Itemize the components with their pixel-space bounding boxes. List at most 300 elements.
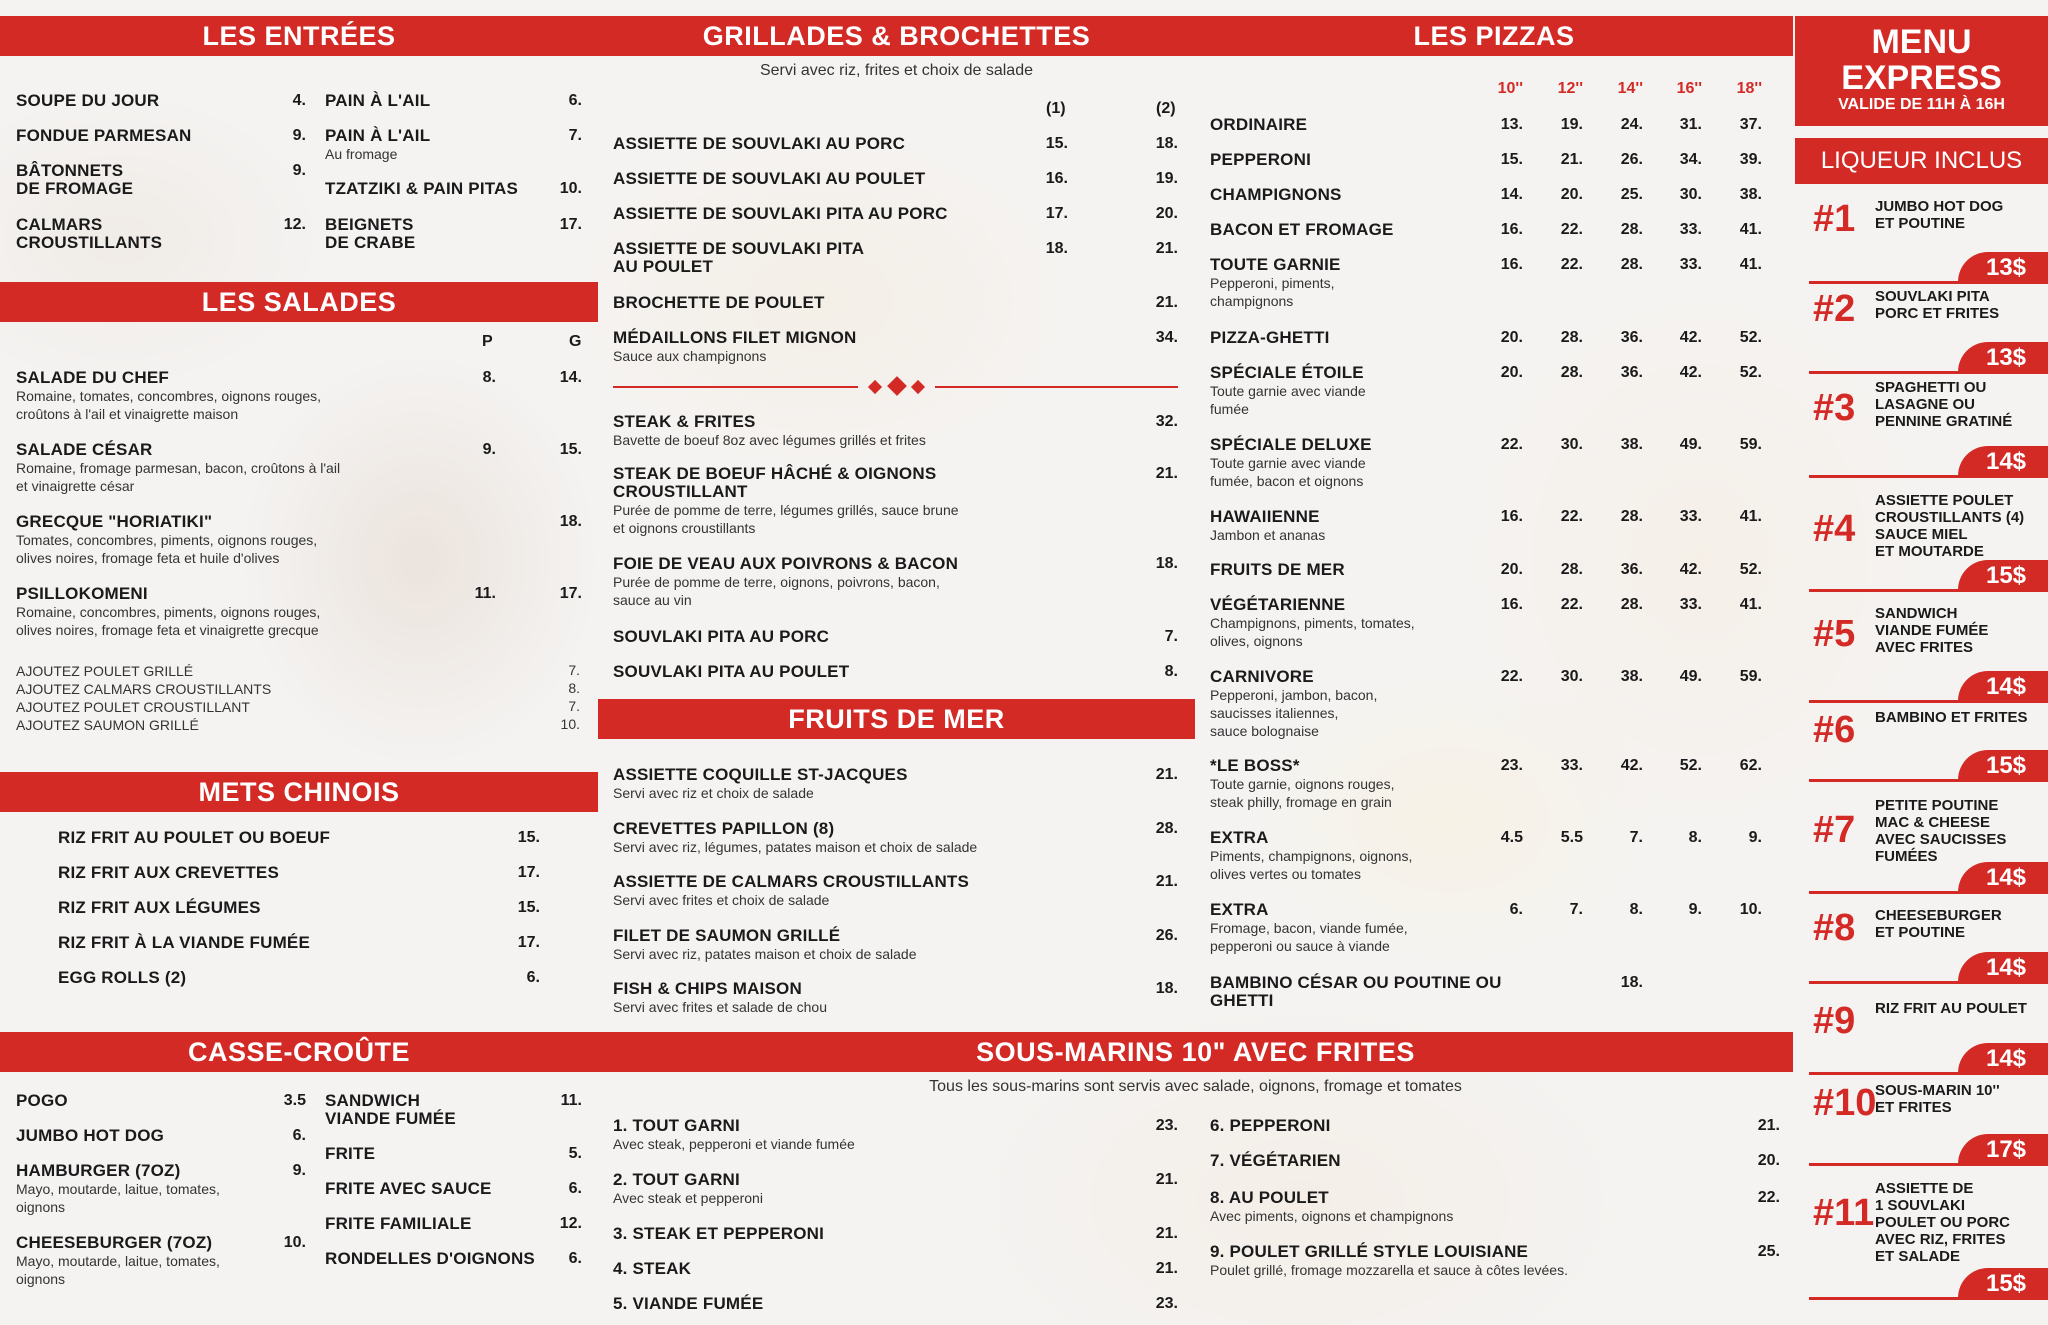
item-name: 2. TOUT GARNI [613, 1170, 740, 1189]
combo-number: #5 [1813, 613, 1856, 655]
item-description: Jambon et ananas [1210, 527, 1326, 543]
entree-price: 17. [559, 216, 582, 233]
pizza-price: 28. [1620, 508, 1643, 525]
chinois-price: 15. [517, 829, 540, 846]
item-name: CARNIVORE [1210, 667, 1314, 686]
col-header-2: (2) [1156, 100, 1176, 117]
sousmarin-price: 25. [1757, 1243, 1780, 1260]
sousmarin-item [1210, 1189, 1690, 1225]
pizza-size-header: 18'' [1736, 80, 1762, 97]
pizza-price: 13. [1500, 116, 1523, 133]
pizza-size-header: 10'' [1497, 80, 1523, 97]
grillades-banner: GRILLADES & BROCHETTES [598, 16, 1195, 56]
chinois-banner: METS CHINOIS [0, 772, 598, 812]
pizza-price: 23. [1500, 757, 1523, 774]
combo-description: PETITE POUTINE MAC & CHEESE AVEC SAUCISSES FUMÉES [1875, 797, 2007, 865]
combo-rule [1809, 475, 2048, 478]
express-combo [1795, 705, 2048, 790]
item-name: BAMBINO CÉSAR OU POUTINE OU GHETTI [1210, 973, 1502, 1010]
combo-number: #11 [1813, 1192, 1875, 1234]
pizza-price: 39. [1739, 151, 1762, 168]
entree-price: 6. [568, 92, 582, 109]
item-name: SALADE CÉSAR [16, 440, 153, 459]
pizza-price: 20. [1560, 186, 1583, 203]
section-divider [613, 386, 858, 388]
entree-price: 9. [292, 162, 306, 179]
fruits-price: 21. [1155, 873, 1178, 890]
express-combo [1795, 1078, 2048, 1174]
pizza-price: 42. [1679, 329, 1702, 346]
pizza-price: 38. [1739, 186, 1762, 203]
combo-rule [1809, 1163, 2048, 1166]
item-description: Avec steak et pepperoni [613, 1190, 763, 1206]
combo-rule [1809, 981, 2048, 984]
combo-description: SANDWICH VIANDE FUMÉE AVEC FRITES [1875, 605, 1989, 656]
item-description: Servi avec riz, légumes, patates maison et choix de salade [613, 838, 978, 855]
item-name: CHEESEBURGER (7OZ) [16, 1233, 213, 1252]
express-combo [1795, 601, 2048, 711]
item-name: FOIE DE VEAU AUX POIVRONS & BACON [613, 554, 959, 573]
combo-price-tag: 13$ [1958, 252, 2048, 284]
pizza-price: 15. [1500, 151, 1523, 168]
item-name: BÂTONNETS DE FROMAGE [16, 161, 134, 198]
section-divider [935, 386, 1178, 388]
pizza-price: 28. [1620, 256, 1643, 273]
item-name: 3. STEAK ET PEPPERONI [613, 1224, 825, 1243]
pizza-price: 20. [1500, 329, 1523, 346]
salade-extra-price: 8. [568, 680, 580, 696]
item-name: FRUITS DE MER [1210, 560, 1345, 579]
entree-item [16, 162, 276, 198]
item-name: JUMBO HOT DOG [16, 1126, 165, 1145]
combo-price-tag: 14$ [1958, 952, 2048, 984]
cassecroute-item [325, 1092, 565, 1128]
sousmarins-banner: SOUS-MARINS 10" AVEC FRITES [598, 1032, 1793, 1072]
pizza-price: 22. [1560, 221, 1583, 238]
grillade-price-2: 34. [1155, 329, 1178, 346]
pizza-price: 41. [1739, 256, 1762, 273]
entree-item [325, 92, 565, 110]
express-combo [1795, 488, 2048, 600]
item-description: Avec steak, pepperoni et viande fumée [613, 1136, 855, 1152]
item-name: SOUVLAKI PITA AU PORC [613, 627, 830, 646]
item-description: Champignons, piments, tomates, olives, oignons [1210, 615, 1415, 649]
entree-price: 7. [568, 127, 582, 144]
pizza-bambino [1210, 974, 1550, 1010]
salade-item [16, 513, 396, 567]
combo-number: #7 [1813, 809, 1856, 851]
item-name: STEAK DE BOEUF HÂCHÉ & OIGNONS CROUSTILLANT [613, 464, 937, 501]
fruits-price: 26. [1155, 926, 1178, 944]
item-name: RONDELLES D'OIGNONS [325, 1249, 535, 1268]
pizza-price: 10. [1739, 901, 1762, 918]
grillade-price: 21. [1155, 465, 1178, 482]
entree-item [325, 127, 565, 163]
sousmarin-item [1210, 1152, 1690, 1170]
cassecroute-item [325, 1250, 565, 1268]
pizza-price: 42. [1620, 757, 1643, 774]
salade-item [16, 585, 396, 639]
pizza-item [1210, 757, 1470, 811]
pizza-item [1210, 329, 1470, 347]
combo-number: #4 [1813, 508, 1856, 550]
sousmarin-item [1210, 1117, 1690, 1135]
combo-price-tag: 15$ [1958, 750, 2048, 782]
express-validity: VALIDE DE 11H À 16H [1838, 96, 2005, 113]
item-name: 4. STEAK [613, 1259, 692, 1278]
sousmarin-price: 23. [1155, 1117, 1178, 1134]
pizza-price: 20. [1500, 561, 1523, 578]
pizza-price: 21. [1560, 151, 1583, 168]
grillade-item [613, 170, 1033, 188]
pizza-price: 37. [1739, 116, 1762, 133]
item-name: FISH & CHIPS MAISON [613, 979, 802, 998]
salade-item [16, 369, 396, 423]
item-name: 1. TOUT GARNI [613, 1116, 740, 1135]
fruits-item [613, 980, 1073, 1016]
pizza-price: 16. [1500, 256, 1523, 273]
salades-banner: LES SALADES [0, 282, 598, 322]
chinois-item [58, 934, 458, 952]
pizza-price: 30. [1679, 186, 1702, 203]
item-description: Servi avec frites et choix de salade [613, 892, 830, 908]
pizza-price: 16. [1500, 508, 1523, 525]
item-name: HAWAIIENNE [1210, 507, 1320, 526]
sousmarin-item [613, 1225, 1053, 1243]
col-header-grande: G [569, 333, 582, 350]
pizza-price: 49. [1679, 668, 1702, 685]
pizza-item [1210, 221, 1470, 239]
pizza-price: 52. [1739, 364, 1762, 381]
pizza-price: 26. [1620, 151, 1643, 168]
cassecroute-price: 5. [568, 1145, 582, 1162]
fruits-item [613, 927, 1073, 963]
grillade-item [613, 555, 1053, 609]
combo-number: #1 [1813, 198, 1856, 240]
pizza-item [1210, 151, 1470, 169]
item-description: Mayo, moutarde, laitue, tomates, oignons [16, 1253, 220, 1287]
pizza-price: 38. [1620, 668, 1643, 685]
item-name: TZATZIKI & PAIN PITAS [325, 179, 519, 198]
combo-description: BAMBINO ET FRITES [1875, 709, 2028, 726]
combo-rule [1809, 1072, 2048, 1075]
cassecroute-banner: CASSE-CROÛTE [0, 1032, 598, 1072]
item-description: Toute garnie avec viande fumée [1210, 383, 1366, 417]
salade-extra-price: 7. [568, 698, 580, 714]
grillade-price-2: 21. [1155, 240, 1178, 257]
pizza-price: 4.5 [1500, 829, 1523, 846]
chinois-item [58, 829, 458, 847]
item-name: RIZ FRIT AUX CREVETTES [58, 863, 280, 882]
fruits-price: 28. [1155, 819, 1178, 837]
pizza-price: 28. [1560, 364, 1583, 381]
item-description: Avec piments, oignons et champignons [1210, 1208, 1454, 1224]
combo-description: SOUS-MARIN 10'' ET FRITES [1875, 1082, 2000, 1116]
combo-number: #8 [1813, 907, 1856, 949]
fruits-item [613, 820, 1073, 856]
item-name: ASSIETTE DE SOUVLAKI AU PORC [613, 134, 906, 153]
entree-item [16, 92, 276, 110]
grillade-item [613, 135, 1033, 153]
pizza-price: 16. [1500, 221, 1523, 238]
pizza-item [1210, 508, 1470, 544]
sousmarin-item [613, 1117, 1053, 1153]
pizza-price: 33. [1560, 757, 1583, 774]
item-description: Mayo, moutarde, laitue, tomates, oignons [16, 1181, 220, 1215]
pizza-price: 36. [1620, 329, 1643, 346]
pizza-item [1210, 186, 1470, 204]
pizza-price: 59. [1739, 436, 1762, 453]
pizza-price: 62. [1739, 757, 1762, 774]
item-name: CREVETTES PAPILLON (8) [613, 818, 835, 838]
combo-number: #9 [1813, 1000, 1856, 1042]
entree-item [16, 127, 276, 145]
chinois-price: 17. [517, 864, 540, 881]
item-name: CALMARS CROUSTILLANTS [16, 215, 163, 252]
cassecroute-price: 10. [283, 1234, 306, 1251]
pizza-item [1210, 596, 1470, 650]
grillades-subtitle: Servi avec riz, frites et choix de salade [759, 62, 1033, 79]
pizza-price: 25. [1620, 186, 1643, 203]
grillade-item [613, 294, 1033, 312]
grillade-price-1: 16. [1045, 170, 1068, 187]
salade-price-grande: 15. [559, 441, 582, 458]
item-name: BEIGNETS DE CRABE [325, 215, 416, 252]
item-name: BROCHETTE DE POULET [613, 293, 825, 312]
entree-price: 10. [559, 180, 582, 197]
col-header-1: (1) [1046, 100, 1066, 117]
item-name: HAMBURGER (7OZ) [16, 1161, 181, 1180]
express-combo [1795, 793, 2048, 902]
combo-rule [1809, 589, 2048, 592]
item-name: RIZ FRIT AUX LÉGUMES [58, 898, 261, 917]
item-name: 8. AU POULET [1210, 1188, 1329, 1207]
menu-express-panel [1795, 16, 2048, 1325]
combo-number: #6 [1813, 709, 1856, 751]
item-description: Pepperoni, jambon, bacon, saucisses italiennes, sauce bolognaise [1210, 687, 1378, 739]
item-name: EGG ROLLS (2) [58, 968, 187, 987]
pizza-bambino-price: 18. [1620, 974, 1643, 991]
entrees-banner: LES ENTRÉES [0, 16, 598, 56]
express-combo [1795, 903, 2048, 992]
item-name: PIZZA-GHETTI [1210, 328, 1330, 347]
pizza-price: 30. [1560, 668, 1583, 685]
salade-price-grande: 14. [559, 369, 582, 386]
pizzas-banner: LES PIZZAS [1195, 16, 1793, 56]
express-combo [1795, 284, 2048, 382]
sousmarins-subtitle: Tous les sous-marins sont servis avec salade, oignons, fromage et tomates [929, 1078, 1462, 1095]
item-description: Piments, champignons, oignons, olives vertes ou tomates [1210, 848, 1413, 882]
pizza-price: 59. [1739, 668, 1762, 685]
item-name: ASSIETTE DE SOUVLAKI AU POULET [613, 169, 926, 188]
chinois-item [58, 864, 458, 882]
express-combo [1795, 375, 2048, 486]
pizza-item [1210, 116, 1470, 134]
cassecroute-price: 12. [559, 1215, 582, 1232]
pizza-price: 16. [1500, 596, 1523, 613]
pizza-size-header: 12'' [1557, 80, 1583, 97]
combo-description: ASSIETTE DE 1 SOUVLAKI POULET OU PORC AVEC RIZ, FRITES ET SALADE [1875, 1180, 2011, 1265]
pizza-price: 8. [1629, 901, 1643, 918]
pizza-price: 34. [1679, 151, 1702, 168]
pizza-price: 33. [1679, 508, 1702, 525]
item-description: Romaine, fromage parmesan, bacon, croûtons à l'ail et vinaigrette césar [16, 460, 341, 494]
sousmarin-item [613, 1295, 1053, 1313]
salade-extra: AJOUTEZ CALMARS CROUSTILLANTS [16, 681, 272, 697]
item-name: EXTRA [1210, 828, 1269, 847]
pizza-price: 36. [1620, 561, 1643, 578]
pizza-price: 28. [1620, 221, 1643, 238]
sousmarin-item [613, 1260, 1053, 1278]
pizza-price: 24. [1620, 116, 1643, 133]
chinois-price: 17. [517, 934, 540, 951]
entree-item [16, 216, 276, 252]
salade-extra-price: 10. [560, 716, 580, 732]
pizza-price: 33. [1679, 256, 1702, 273]
grillade-price-2: 21. [1155, 294, 1178, 311]
pizza-price: 22. [1500, 668, 1523, 685]
combo-price-tag: 15$ [1958, 1268, 2048, 1300]
salade-extra: AJOUTEZ POULET CROUSTILLANT [16, 699, 250, 715]
express-combo [1795, 194, 2048, 292]
grillade-price-2: 18. [1155, 135, 1178, 152]
cassecroute-item [325, 1145, 565, 1163]
grillade-price-1: 18. [1045, 240, 1068, 257]
express-title: MENU EXPRESS [1841, 23, 2002, 97]
pizza-price: 30. [1560, 436, 1583, 453]
salade-price-grande: 17. [559, 585, 582, 602]
item-description: Pepperoni, piments, champignons [1210, 275, 1335, 309]
item-name: SOUPE DU JOUR [16, 91, 160, 110]
pizza-price: 8. [1688, 829, 1702, 846]
pizza-price: 52. [1739, 561, 1762, 578]
grillade-price: 18. [1155, 555, 1178, 572]
pizza-price: 33. [1679, 596, 1702, 613]
sousmarin-item [613, 1171, 1053, 1207]
item-name: ASSIETTE COQUILLE ST-JACQUES [613, 765, 908, 784]
salade-extra-price: 7. [568, 662, 580, 678]
express-liqueur-banner: LIQUEUR INCLUS [1795, 138, 2048, 184]
pizza-price: 41. [1739, 221, 1762, 238]
pizza-price: 41. [1739, 508, 1762, 525]
pizza-price: 28. [1560, 561, 1583, 578]
cassecroute-item [16, 1092, 276, 1110]
item-name: PSILLOKOMENI [16, 584, 148, 603]
pizza-price: 5.5 [1560, 829, 1583, 846]
item-description: Romaine, tomates, concombres, oignons rouges, croûtons à l'ail et vinaigrette maison [16, 388, 322, 422]
grillade-item [613, 240, 1033, 276]
pizza-price: 42. [1679, 561, 1702, 578]
item-description: Romaine, concombres, piments, oignons rouges, olives noires, fromage feta et vinaigrette grecque [16, 604, 321, 638]
pizza-item [1210, 668, 1470, 740]
pizza-price: 9. [1748, 829, 1762, 846]
item-name: STEAK & FRITES [613, 412, 756, 431]
item-name: 6. PEPPERONI [1210, 1116, 1331, 1135]
pizza-item [1210, 364, 1470, 418]
pizza-price: 52. [1679, 757, 1702, 774]
combo-price-tag: 14$ [1958, 1043, 2048, 1075]
pizza-price: 22. [1560, 256, 1583, 273]
pizza-item [1210, 901, 1470, 955]
entree-price: 9. [292, 127, 306, 144]
pizza-price: 52. [1739, 329, 1762, 346]
grillade-price: 32. [1155, 413, 1178, 430]
combo-description: SOUVLAKI PITA PORC ET FRITES [1875, 288, 2000, 322]
combo-description: JUMBO HOT DOG ET POUTINE [1875, 198, 2004, 232]
cassecroute-item [16, 1127, 276, 1145]
combo-rule [1809, 700, 2048, 703]
combo-number: #3 [1813, 387, 1856, 429]
item-name: 5. VIANDE FUMÉE [613, 1294, 764, 1313]
item-description: Au fromage [325, 146, 398, 162]
salade-price-petite: 9. [482, 441, 496, 458]
combo-price-tag: 14$ [1958, 862, 2048, 894]
grillade-price-2: 20. [1155, 205, 1178, 222]
pizza-price: 7. [1569, 901, 1583, 918]
cassecroute-price: 6. [568, 1250, 582, 1267]
item-name: CHAMPIGNONS [1210, 185, 1342, 204]
item-name: FRITE FAMILIALE [325, 1214, 472, 1233]
item-description: Servi avec frites et salade de chou [613, 999, 828, 1015]
pizza-item [1210, 436, 1470, 490]
sousmarin-price: 22. [1757, 1189, 1780, 1206]
item-name: MÉDAILLONS FILET MIGNON [613, 328, 857, 347]
combo-rule [1809, 371, 2048, 374]
express-header [1795, 16, 2048, 126]
sousmarin-price: 21. [1155, 1171, 1178, 1188]
fruits-price: 21. [1155, 766, 1178, 783]
item-name: FRITE AVEC SAUCE [325, 1179, 492, 1198]
combo-price-tag: 14$ [1958, 671, 2048, 703]
item-description: Purée de pomme de terre, légumes grillés, sauce brune et oignons croustillants [613, 502, 959, 536]
grillade-item [613, 413, 1053, 449]
salade-price-grande: 18. [559, 513, 582, 530]
salade-price-petite: 8. [482, 369, 496, 386]
item-description: Servi avec riz et choix de salade [613, 785, 814, 801]
combo-rule [1809, 779, 2048, 782]
grillade-item [613, 663, 1053, 681]
item-name: FRITE [325, 1144, 376, 1163]
item-name: SPÉCIALE DELUXE [1210, 435, 1372, 454]
sousmarin-price: 21. [1155, 1225, 1178, 1242]
combo-description: ASSIETTE POULET CROUSTILLANTS (4) SAUCE MIEL ET MOUTARDE [1875, 492, 2025, 560]
entree-item [325, 180, 565, 198]
item-name: ASSIETTE DE SOUVLAKI PITA AU POULET [613, 239, 865, 276]
fruits-price: 18. [1155, 980, 1178, 997]
pizza-price: 28. [1620, 596, 1643, 613]
cassecroute-price: 9. [292, 1162, 306, 1179]
grillade-price-2: 19. [1155, 170, 1178, 187]
pizza-price: 49. [1679, 436, 1702, 453]
combo-price-tag: 14$ [1958, 446, 2048, 478]
item-description: Poulet grillé, fromage mozzarella et sauce à côtes levées. [1210, 1262, 1568, 1278]
item-name: FILET DE SAUMON GRILLÉ [613, 925, 841, 945]
pizza-price: 36. [1620, 364, 1643, 381]
entree-price: 4. [292, 92, 306, 109]
item-name: ASSIETTE DE SOUVLAKI PITA AU PORC [613, 204, 948, 223]
pizza-price: 22. [1560, 508, 1583, 525]
item-name: PAIN À L'AIL [325, 126, 431, 145]
combo-rule [1809, 891, 2048, 894]
pizza-price: 6. [1509, 901, 1523, 918]
grillade-item [613, 329, 1033, 365]
item-name: RIZ FRIT À LA VIANDE FUMÉE [58, 933, 311, 952]
salade-price-petite: 11. [474, 585, 496, 602]
pizza-price: 28. [1560, 329, 1583, 346]
combo-description: CHEESEBURGER ET POUTINE [1875, 907, 2002, 941]
entree-price: 12. [283, 216, 306, 233]
item-name: PEPPERONI [1210, 150, 1311, 169]
